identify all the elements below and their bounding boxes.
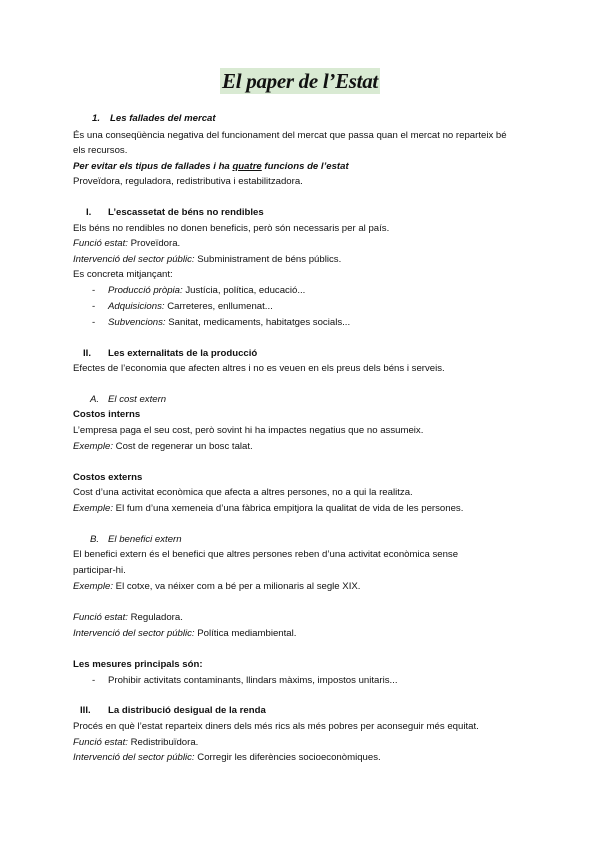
s1-bold-suffix: funcions de l’estat <box>261 161 349 172</box>
costos-interns-heading: Costos interns <box>73 409 141 420</box>
list-item-label: Subvencions: <box>108 317 166 328</box>
page-title: El paper de l’Estat <box>222 69 378 93</box>
section-II-heading <box>83 347 257 360</box>
s1-functions-list: Proveïdora, reguladora, redistributiva i estabilitzadora. <box>73 176 303 187</box>
sII-intervention-value: Política mediambiental. <box>194 628 297 639</box>
sI-function <box>73 237 180 250</box>
example-label: Exemple: <box>73 503 113 514</box>
list-item <box>108 300 273 313</box>
sII-function-label: Funció estat: <box>73 612 128 623</box>
costos-externs-heading: Costos externs <box>73 472 143 483</box>
sII-A-heading <box>90 393 166 406</box>
sII-B-heading <box>90 533 182 546</box>
sII-function <box>73 611 183 624</box>
costos-interns-example <box>73 440 253 453</box>
list-bullet: - <box>92 285 96 296</box>
list-item <box>108 284 305 297</box>
list-item-text: Justícia, política, educació... <box>182 285 306 296</box>
sI-line1: Els béns no rendibles no donen beneficis, però són necessaris per al país. <box>73 223 390 234</box>
example-text: Cost de regenerar un bosc talat. <box>113 441 253 452</box>
sIII-function <box>73 736 198 749</box>
example-label: Exemple: <box>73 441 113 452</box>
list-item-label: Adquisicions: <box>108 301 165 312</box>
benefici-extern-line1: El benefici extern és el benefici que altres persones reben d’una activitat econòmica sense <box>73 549 459 560</box>
section-III-title: La distribució desigual de la renda <box>108 705 266 716</box>
sI-function-label: Funció estat: <box>73 238 128 249</box>
sIII-line1: Procés en què l’estat reparteix diners dels més rics als més pobres per aconseguir més equitat. <box>73 721 479 732</box>
section-1-heading <box>92 112 216 125</box>
example-text: El cotxe, va néixer com a bé per a milionaris al segle XIX. <box>113 581 361 592</box>
mesures-item: Prohibir activitats contaminants, llindars màxims, impostos unitaris... <box>108 675 398 686</box>
section-III-heading <box>80 704 266 717</box>
sIII-function-value: Redistribuïdora. <box>127 737 199 748</box>
s1-bold-underlined: quatre <box>232 161 262 172</box>
sII-intervention-label: Intervenció del sector públic: <box>73 628 195 639</box>
costos-externs-line: Cost d’una activitat econòmica que afecta a altres persones, no a qui la realitza. <box>73 487 413 498</box>
sII-intervention <box>73 627 296 640</box>
section-I-title: L’escassetat de béns no rendibles <box>108 207 264 218</box>
s1-functions-heading <box>73 160 349 173</box>
s1-paragraph-line2: els recursos. <box>73 145 128 156</box>
list-item-text: Sanitat, medicaments, habitatges socials... <box>165 317 351 328</box>
example-text: El fum d’una xemeneia d’una fàbrica empitjora la qualitat de vida de les persones. <box>113 503 464 514</box>
s1-paragraph-line1: És una conseqüència negativa del funcionament del mercat que passa quan el mercat no reparteix bé <box>73 130 507 141</box>
sI-intervention <box>73 253 341 266</box>
sII-A-letter: A. <box>90 394 100 405</box>
list-item-text: Carreteres, enllumenat... <box>164 301 273 312</box>
sIII-intervention-label: Intervenció del sector públic: <box>73 752 195 763</box>
section-II-title: Les externalitats de la producció <box>108 348 258 359</box>
sII-B-title: El benefici extern <box>108 534 182 545</box>
mesures-heading: Les mesures principals són: <box>73 659 203 670</box>
section-II-number: II. <box>83 348 91 359</box>
section-1-title: Les fallades del mercat <box>110 113 216 124</box>
list-bullet: - <box>92 675 96 686</box>
example-label: Exemple: <box>73 581 113 592</box>
list-item <box>108 316 350 329</box>
section-III-number: III. <box>80 705 91 716</box>
list-item-label: Producció pròpia: <box>108 285 183 296</box>
list-bullet: - <box>92 317 96 328</box>
title-container <box>0 68 600 94</box>
sI-function-value: Proveïdora. <box>127 238 181 249</box>
sII-function-value: Reguladora. <box>127 612 183 623</box>
sII-line1: Efectes de l’economia que afecten altres i no es veuen en els preus dels béns i serveis. <box>73 363 445 374</box>
benefici-extern-example <box>73 580 360 593</box>
section-I-heading <box>86 206 264 219</box>
s1-bold-prefix: Per evitar els tipus de fallades i ha <box>73 161 233 172</box>
costos-externs-example <box>73 502 463 515</box>
sII-A-title: El cost extern <box>108 394 167 405</box>
sIII-intervention-value: Corregir les diferències socioeconòmiques. <box>194 752 381 763</box>
sIII-intervention <box>73 751 381 764</box>
sI-intervention-label: Intervenció del sector públic: <box>73 254 195 265</box>
sII-B-letter: B. <box>90 534 100 545</box>
section-1-number: 1. <box>92 113 101 124</box>
costos-interns-line: L’empresa paga el seu cost, però sovint hi ha impactes negatius que no assumeix. <box>73 425 424 436</box>
sI-intervention-value: Subministrament de béns públics. <box>194 254 342 265</box>
benefici-extern-line2: participar-hi. <box>73 565 126 576</box>
sIII-function-label: Funció estat: <box>73 737 128 748</box>
section-I-number: I. <box>86 207 92 218</box>
list-bullet: - <box>92 301 96 312</box>
sI-concreta: Es concreta mitjançant: <box>73 269 173 280</box>
